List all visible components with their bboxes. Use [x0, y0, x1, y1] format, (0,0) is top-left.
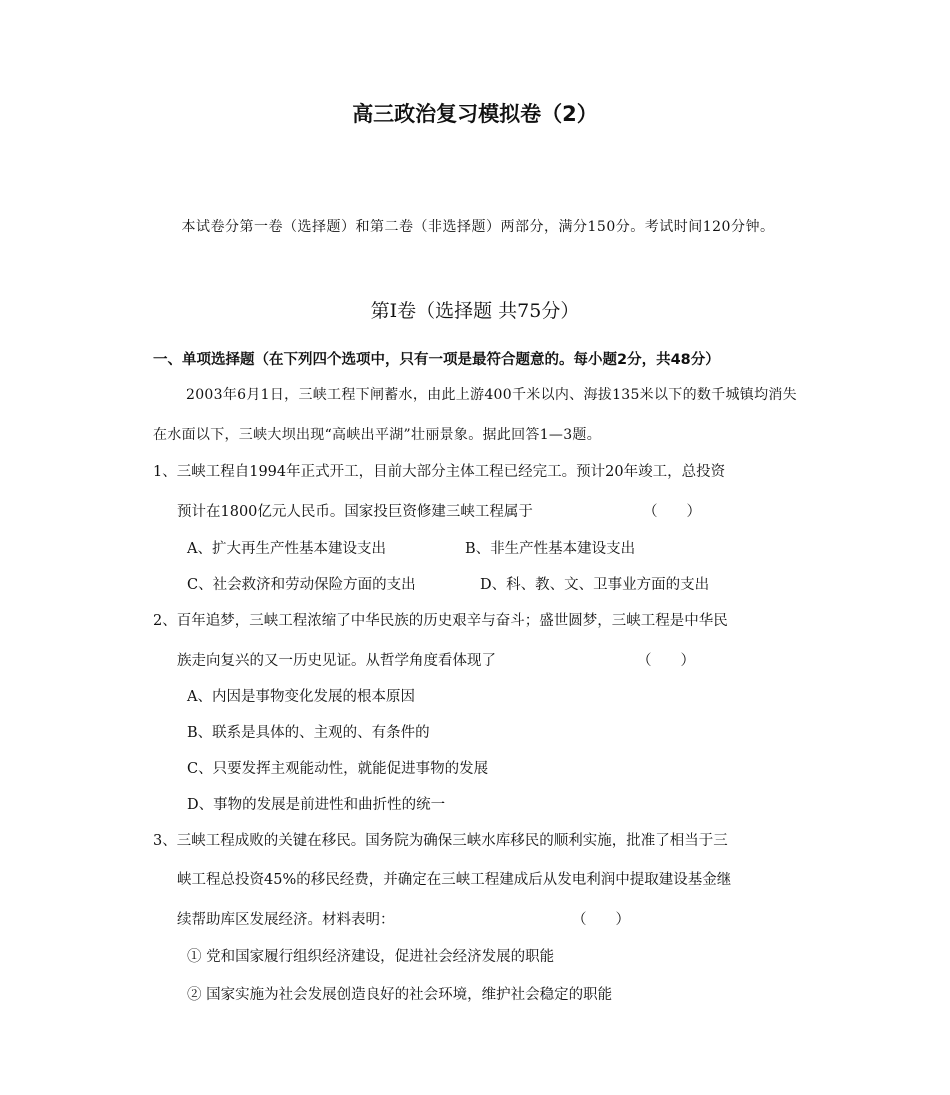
section-title: 第Ⅰ卷（选择题 共75分） — [370, 300, 580, 322]
q3-line-2: 峡工程总投资45%的移民经费，并确定在三峡工程建成后从发电利润中提取建设基金继 — [177, 872, 732, 888]
q1-option-b: B、非生产性基本建设支出 — [465, 541, 636, 557]
q1-line-2: 预计在1800亿元人民币。国家投巨资修建三峡工程属于 — [177, 504, 533, 520]
q2-line-2: 族走向复兴的又一历史见证。从哲学角度看体现了 — [177, 653, 496, 669]
q2-option-a: A、内因是事物变化发展的根本原因 — [187, 689, 415, 705]
q1-option-d: D、科、教、文、卫事业方面的支出 — [480, 577, 710, 593]
page-title: 高三政治复习模拟卷（2） — [352, 102, 598, 126]
q1-option-a: A、扩大再生产性基本建设支出 — [187, 541, 386, 557]
q3-line-3: 续帮助库区发展经济。材料表明： — [177, 912, 395, 928]
part-heading: 一、单项选择题（在下列四个选项中，只有一项是最符合题意的。每小题2分，共48分） — [153, 352, 720, 368]
q2-option-c: C、只要发挥主观能动性，就能促进事物的发展 — [187, 761, 489, 777]
material-paragraph: 2003年6月1日，三峡工程下闸蓄水，由此上游400千米以内、海拔135米以下的数千城镇均消失在水面以下，三峡大坝出现“高峡出平湖”壮丽景象。据此回答1—3题。 — [153, 387, 797, 443]
q2-answer-blank: （ ） — [637, 653, 695, 669]
exam-intro: 本试卷分第一卷（选择题）和第二卷（非选择题）两部分，满分150分。考试时间120分钟。 — [181, 219, 775, 235]
q1-answer-blank: （ ） — [643, 504, 701, 520]
q2-option-b: B、联系是具体的、主观的、有条件的 — [187, 725, 430, 741]
q2-line-1: 2、百年追梦，三峡工程浓缩了中华民族的历史艰辛与奋斗；盛世圆梦，三峡工程是中华民 — [153, 613, 728, 629]
q3-answer-blank: （ ） — [572, 912, 630, 928]
q3-item-2: ② 国家实施为社会发展创造良好的社会环境，维护社会稳定的职能 — [187, 987, 613, 1003]
q3-line-1: 3、三峡工程成败的关键在移民。国务院为确保三峡水库移民的顺利实施，批准了相当于三 — [153, 833, 728, 849]
q1-option-c: C、社会救济和劳动保险方面的支出 — [187, 577, 416, 593]
q1-line-1: 1、三峡工程自1994年正式开工，目前大部分主体工程已经完工。预计20年竣工，总投资 — [153, 464, 726, 480]
q2-option-d: D、事物的发展是前进性和曲折性的统一 — [187, 797, 446, 813]
q3-item-1: ① 党和国家履行组织经济建设，促进社会经济发展的职能 — [187, 949, 555, 965]
